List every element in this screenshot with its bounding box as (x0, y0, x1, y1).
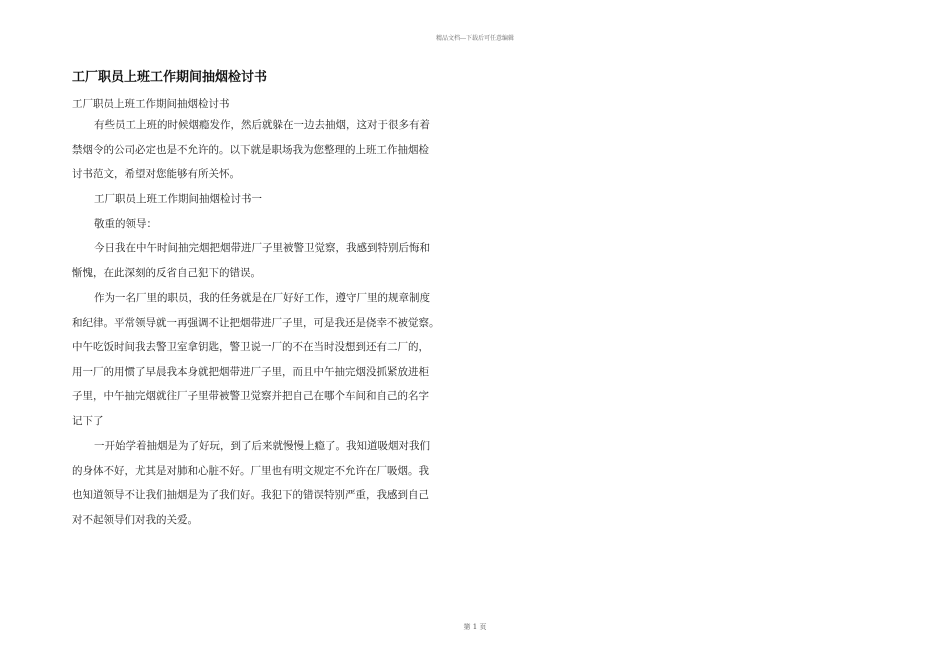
text-line: 有些员工上班的时候烟瘾发作，然后就躲在一边去抽烟，这对于很多有着 (94, 119, 430, 131)
text-line: 也知道领导不让我们抽烟是为了我们好。我犯下的错误特别严重，我感到自己 (72, 489, 429, 502)
text-line: 的身体不好，尤其是对肺和心脏不好。厂里也有明文规定不允许在厂吸烟。我 (72, 464, 429, 477)
header-note: 精品文档---下载后可任意编辑 (435, 35, 515, 42)
paragraph-duty (72, 286, 467, 434)
text-line: 作为一名厂里的职员，我的任务就是在厂好好工作，遵守厂里的规章制度 (94, 292, 430, 304)
text-line: 对不起领导们对我的关爱。 (72, 513, 198, 526)
salutation (72, 212, 467, 237)
document-title: 工厂职员上班工作期间抽烟检讨书 (72, 70, 268, 85)
text-line: 惭愧，在此深刻的反省自己犯下的错误。 (72, 266, 261, 279)
text-line: 和纪律。平常领导就一再强调不让把烟带进厂子里，可是我还是侥幸不被觉察。 (72, 316, 440, 329)
text-line: 禁烟令的公司必定也是不允许的。以下就是职场我为您整理的上班工作抽烟检 (72, 143, 429, 156)
text-line: 讨书范文，希望对您能够有所关怀。 (72, 168, 240, 181)
text-line: 敬重的领导： (94, 218, 157, 230)
text-line: 记下了 (72, 414, 104, 427)
section-heading (72, 187, 467, 212)
text-line: 用一厂的用惯了早晨我本身就把烟带进厂子里，而且中午抽完烟没抓紧放进柜 (72, 365, 429, 378)
text-line: 中午吃饭时间我去警卫室拿钥匙，警卫说一厂的不在当时没想到还有二厂的， (72, 341, 429, 354)
page-number: 第 1 页 (463, 623, 487, 631)
text-line: 工厂职员上班工作期间抽烟检讨书一 (94, 193, 262, 205)
document-subtitle: 工厂职员上班工作期间抽烟检讨书 (72, 98, 230, 110)
text-line: 今日我在中午时间抽完烟把烟带进厂子里被警卫觉察，我感到特别后悔和 (94, 242, 430, 254)
paragraph-incident (72, 236, 467, 285)
text-line: 子里，中午抽完烟就往厂子里带被警卫觉察并把自己在哪个车间和自己的名字 (72, 390, 429, 403)
text-line: 一开始学着抽烟是为了好玩，到了后来就慢慢上瘾了。我知道吸烟对我们 (94, 440, 430, 452)
paragraph-reflection (72, 434, 467, 532)
paragraph-intro (72, 113, 467, 187)
